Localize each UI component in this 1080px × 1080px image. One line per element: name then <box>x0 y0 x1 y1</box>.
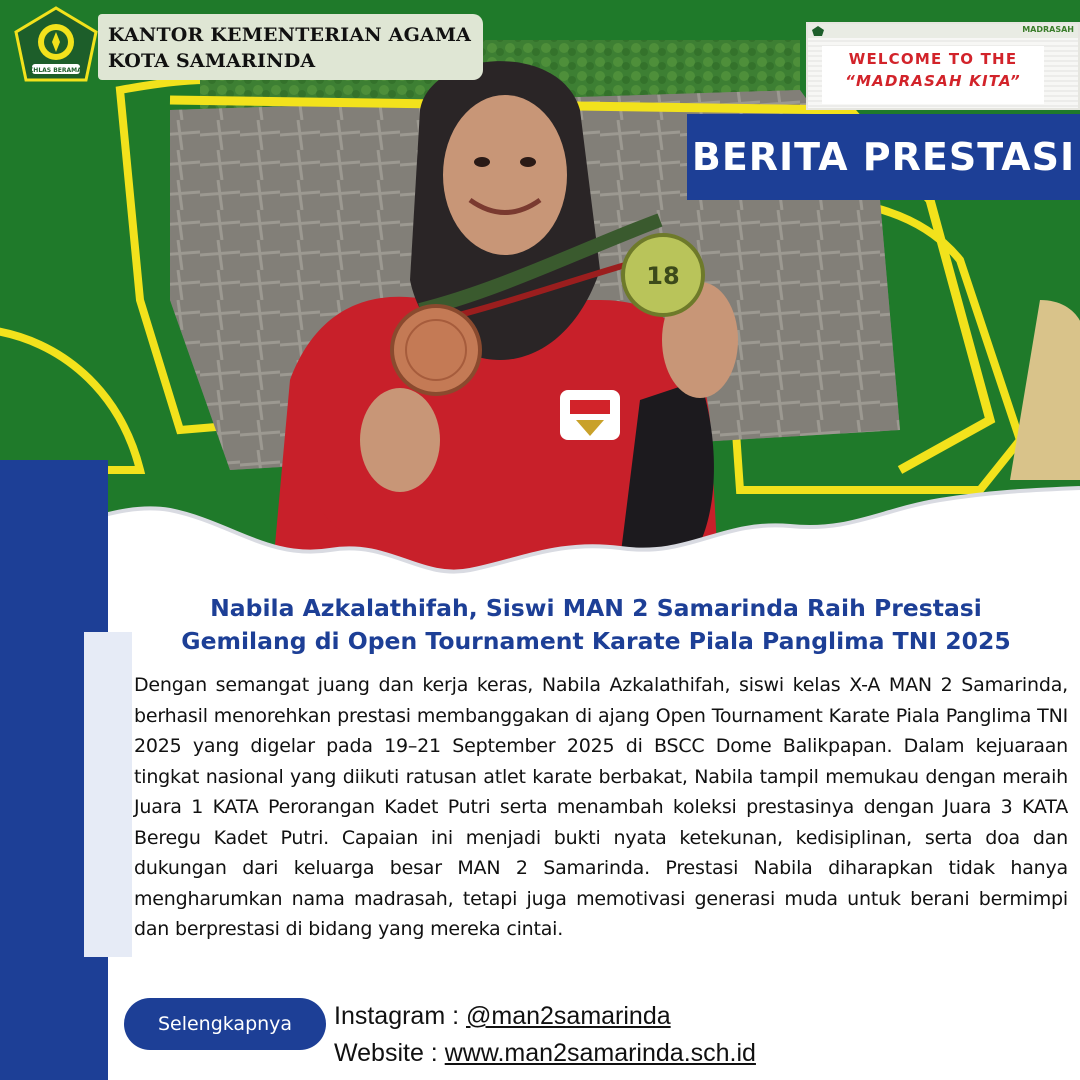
instagram-label: Instagram : <box>334 1002 466 1030</box>
instagram-row <box>334 998 894 1035</box>
mini-emblem-icon <box>812 26 824 36</box>
institution-label <box>98 14 483 80</box>
website-label: Website : <box>334 1039 445 1067</box>
headline-line-2: Gemilang di Open Tournament Karate Piala Panglima TNI 2025 <box>181 627 1011 655</box>
institution-line-1: KANTOR KEMENTERIAN AGAMA <box>108 24 472 46</box>
headline-line-1: Nabila Azkalathifah, Siswi MAN 2 Samarinda Raih Prestasi <box>210 594 982 622</box>
category-badge-label: BERITA PRESTASI <box>691 135 1076 179</box>
instagram-link[interactable]: @man2samarinda <box>466 1002 671 1030</box>
category-badge <box>687 114 1080 200</box>
logo-caption: IKHLAS BERAMAL <box>26 67 86 74</box>
welcome-corner-label: MADRASAH <box>1022 25 1074 34</box>
read-more-button[interactable]: Selengkapnya <box>124 998 326 1050</box>
welcome-line-2: “MADRASAH KITA” <box>845 72 1021 90</box>
article-body: Dengan semangat juang dan kerja keras, Nabila Azkalathifah, siswi kelas X-A MAN 2 Samarinda, berhasil menorehkan prestasi membanggakan di ajang Open Tournament Karate Piala Panglima TNI 2025 yang digelar pada 19–21 September 2025 di BSCC Dome Balikpapan. Dalam kejuaraan tingkat nasional yang diikuti ratusan atlet karate berbakat, Nabila tampil memukau dengan meraih Juara 1 KATA Perorangan Kadet Putri serta menambah koleksi prestasinya dengan Juara 3 KATA Beregu Kadet Putri. Capaian ini menjadi bukti nyata ketekunan, kedisiplinan, serta doa dan dukungan dari keluarga besar MAN 2 Samarinda. Prestasi Nabila diharapkan tidak hanya mengharumkan nama madrasah, tetapi juga memotivasi generasi muda untuk berani bermimpi dan berprestasi di bidang yang mereka cintai. <box>134 674 1068 940</box>
light-accent-strip <box>84 632 132 957</box>
website-link[interactable]: www.man2samarinda.sch.id <box>444 1039 756 1067</box>
medal-number: 18 <box>646 262 680 290</box>
institution-line-2: KOTA SAMARINDA <box>108 50 316 72</box>
website-row <box>334 1035 894 1072</box>
contact-info <box>334 998 894 1072</box>
welcome-line-1: WELCOME TO THE <box>848 50 1018 68</box>
kemenag-emblem-icon <box>12 6 100 86</box>
article-headline <box>112 592 1080 658</box>
welcome-card <box>806 22 1080 110</box>
